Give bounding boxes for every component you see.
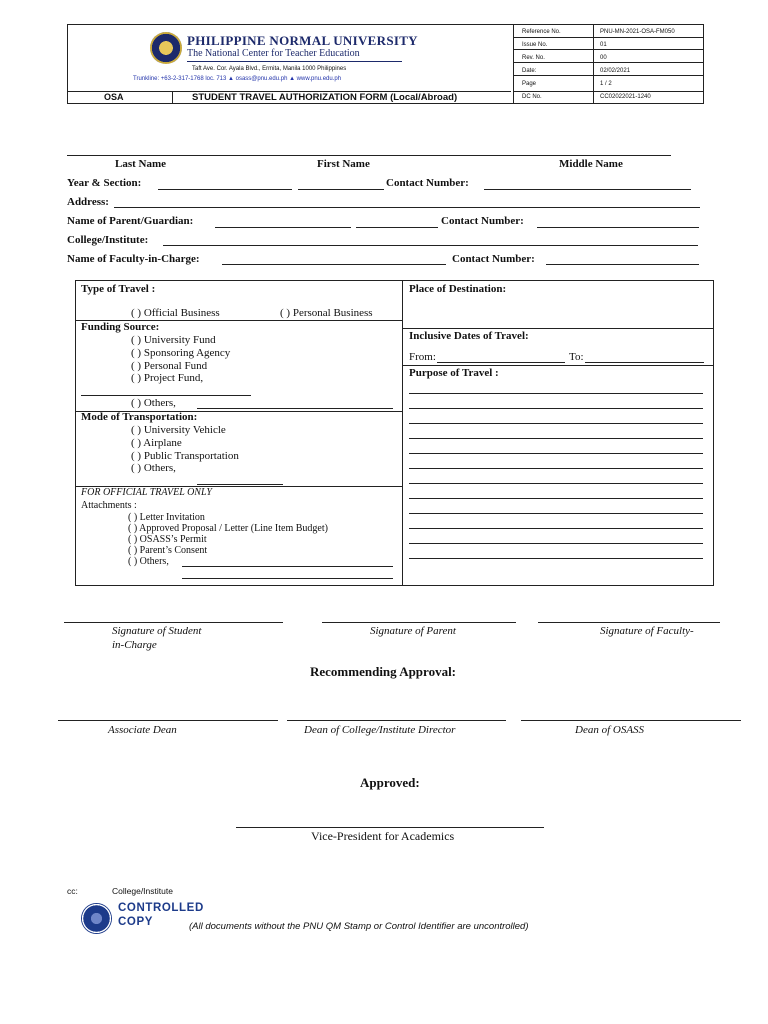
faculty-label: Name of Faculty-in-Charge: [67,253,200,265]
meta-value: 01 [600,42,607,48]
purpose-line[interactable] [409,453,703,454]
middle-name-label: Middle Name [559,158,623,170]
address-field[interactable] [114,207,700,208]
dean-osass-signature-field[interactable] [521,720,741,721]
type-of-travel-label: Type of Travel : [81,283,156,295]
attachment-letter-option[interactable]: ( ) Letter Invitation [128,512,205,523]
funding-others-field[interactable] [197,408,393,409]
meta-value: PNU-MN-2021-OSA-FM050 [600,29,675,35]
funding-source-label: Funding Source: [81,321,160,333]
meta-label: Rev. No. [522,55,545,61]
dean-osass-label: Dean of OSASS [575,724,645,736]
funding-sponsoring-option[interactable]: ( ) Sponsoring Agency [131,347,231,359]
faculty-signature-field[interactable] [538,622,720,623]
parent-contact-label: Contact Number: [441,215,524,227]
faculty-contact-field[interactable] [546,264,699,265]
transport-others-option[interactable]: ( ) Others, [131,462,176,474]
university-contact: Trunkline: +63-2-317-1768 loc. 713 ▲ osass@pnu.edu.ph ▲ www.pnu.edu.ph [133,76,342,82]
purpose-line[interactable] [409,498,703,499]
parent-contact-field[interactable] [537,227,699,228]
form-title: STUDENT TRAVEL AUTHORIZATION FORM (Local/Abroad) [192,92,458,103]
parent-signature-field[interactable] [322,622,516,623]
contact-number-label: Contact Number: [386,177,469,189]
attachment-proposal-option[interactable]: ( ) Approved Proposal / Letter (Line Item Budget) [128,523,328,534]
official-only-label: FOR OFFICIAL TRAVEL ONLY [81,487,212,498]
date-to-field[interactable] [585,362,704,363]
purpose-line[interactable] [409,528,703,529]
attachment-others-field[interactable] [182,566,393,567]
university-address: Taft Ave. Cor. Ayala Blvd., Ermita, Manila 1000 Philippines [192,66,347,72]
meta-value: CC02022021-1240 [600,94,651,100]
funding-others-option[interactable]: ( ) Others, [131,397,176,409]
funding-university-option[interactable]: ( ) University Fund [131,334,216,346]
year-section-field[interactable] [158,189,292,190]
attachment-consent-option[interactable]: ( ) Parent’s Consent [128,545,208,556]
address-label: Address: [67,196,109,208]
funding-project-option[interactable]: ( ) Project Fund, [131,372,204,384]
attachment-others-field-2[interactable] [182,578,393,579]
vp-signature-field[interactable] [236,827,544,828]
funding-personal-option[interactable]: ( ) Personal Fund [131,360,208,372]
associate-dean-label: Associate Dean [108,724,177,736]
associate-dean-signature-field[interactable] [58,720,278,721]
uncontrolled-note: (All documents without the PNU QM Stamp or Control Identifier are uncontrolled) [189,921,529,932]
transport-airplane-option[interactable]: ( ) Airplane [131,437,182,449]
purpose-line[interactable] [409,438,703,439]
purpose-line[interactable] [409,423,703,424]
approved-title: Approved: [360,775,420,790]
student-signature-label-cont: in-Charge [112,639,157,651]
purpose-line[interactable] [409,543,703,544]
official-business-option[interactable]: ( ) Official Business [131,307,220,319]
vp-label: Vice-President for Academics [311,829,455,843]
meta-value: 1 / 2 [600,81,612,87]
meta-label: DC No. [522,94,542,100]
purpose-label: Purpose of Travel : [409,367,499,379]
university-seal-icon [150,32,182,64]
personal-business-option[interactable]: ( ) Personal Business [280,307,373,319]
cc-value: College/Institute [112,886,173,896]
controlled-stamp-line1: CONTROLLED [118,902,204,914]
meta-label: Date: [522,68,537,74]
faculty-contact-label: Contact Number: [452,253,535,265]
college-label: College/Institute: [67,234,149,246]
date-from-label: From: [409,351,436,363]
transportation-label: Mode of Transportation: [81,411,198,423]
year-section-field-2[interactable] [298,189,384,190]
attachment-others-option[interactable]: ( ) Others, [128,556,169,567]
full-name-field[interactable] [67,155,671,156]
purpose-line[interactable] [409,483,703,484]
project-fund-field[interactable] [81,395,251,396]
parent-guardian-field-2[interactable] [356,227,438,228]
student-signature-label: Signature of Student [112,625,202,637]
dean-college-signature-field[interactable] [287,720,506,721]
date-to-label: To: [569,351,584,363]
meta-value: 02/02/2021 [600,68,631,74]
purpose-line[interactable] [409,558,703,559]
purpose-line[interactable] [409,393,703,394]
transport-others-field[interactable] [197,484,283,485]
faculty-field[interactable] [222,264,446,265]
dean-college-label: Dean of College/Institute Director [304,724,456,736]
faculty-signature-label: Signature of Faculty- [600,625,694,637]
parent-signature-label: Signature of Parent [370,625,456,637]
university-tagline: The National Center for Teacher Education [187,48,360,59]
attachment-permit-option[interactable]: ( ) OSASS’s Permit [128,534,207,545]
attachments-label: Attachments : [81,500,137,511]
purpose-line[interactable] [409,468,703,469]
last-name-label: Last Name [115,158,167,170]
year-section-label: Year & Section: [67,177,142,189]
transport-public-option[interactable]: ( ) Public Transportation [131,450,239,462]
university-name: PHILIPPINE NORMAL UNIVERSITY [187,33,418,48]
college-field[interactable] [163,245,698,246]
recommending-approval-title: Recommending Approval: [310,664,457,679]
contact-number-field[interactable] [484,189,691,190]
meta-label: Issue No. [522,42,548,48]
office-code: OSA [104,92,124,102]
purpose-line[interactable] [409,513,703,514]
controlled-copy-seal-icon [81,903,112,934]
cc-label: cc: [67,886,78,896]
first-name-label: First Name [317,158,370,170]
controlled-stamp-line2: COPY [118,916,153,928]
parent-guardian-label: Name of Parent/Guardian: [67,215,194,227]
meta-label: Reference No. [522,29,561,35]
meta-label: Page [522,81,537,87]
transport-university-vehicle-option[interactable]: ( ) University Vehicle [131,424,226,436]
inclusive-dates-label: Inclusive Dates of Travel: [409,330,529,342]
student-signature-field[interactable] [64,622,283,623]
parent-guardian-field[interactable] [215,227,351,228]
date-from-field[interactable] [437,362,565,363]
meta-value: 00 [600,55,607,61]
purpose-line[interactable] [409,408,703,409]
destination-label: Place of Destination: [409,283,507,295]
